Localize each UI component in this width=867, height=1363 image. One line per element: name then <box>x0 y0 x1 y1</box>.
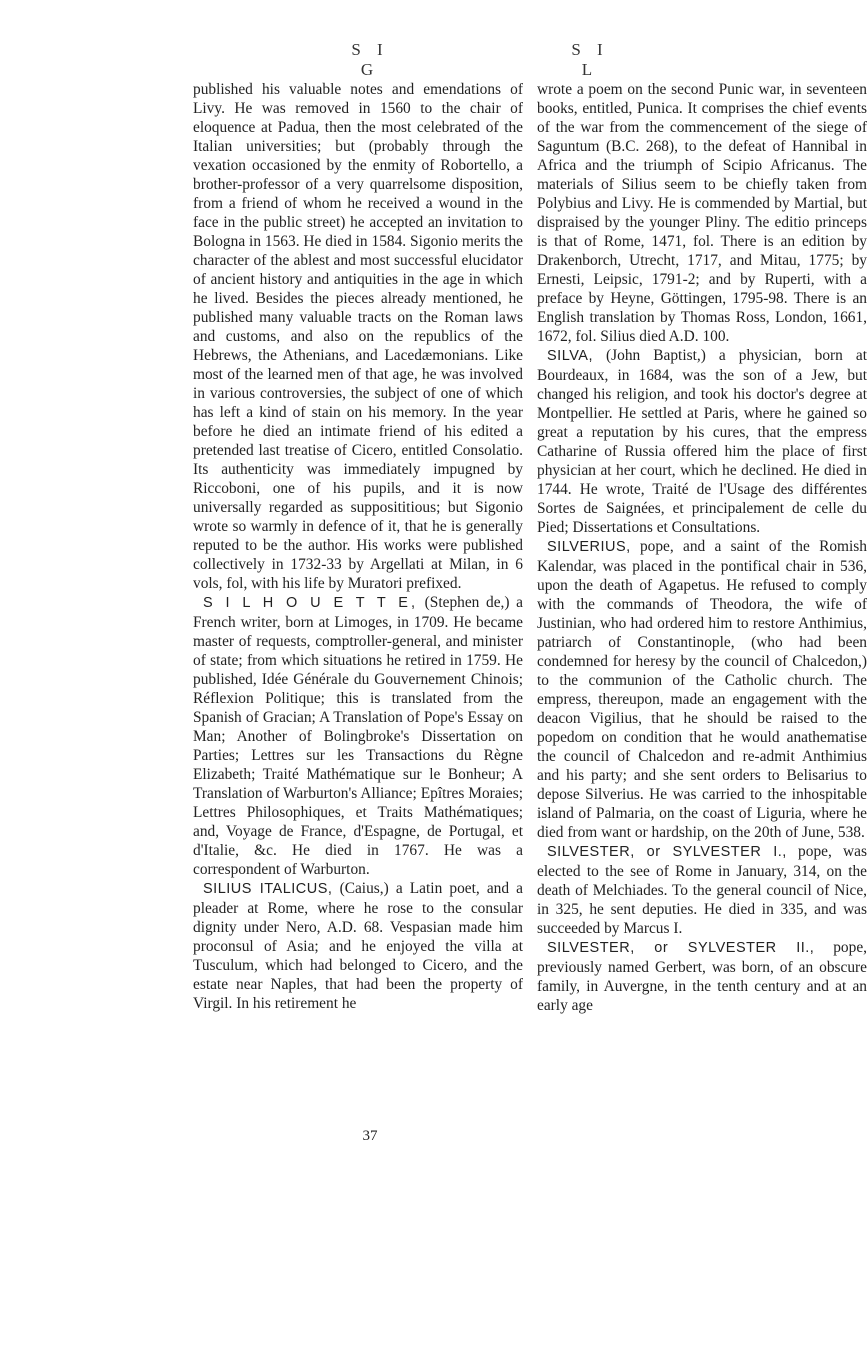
running-head-right: S I L <box>571 40 609 79</box>
silvester-i-headword: SILVESTER, or SYLVESTER I., <box>547 844 787 860</box>
silvester-ii-text: pope, previously named Gerbert, was born, of an obscure family, in Auvergne, in the tenth century and at an early age <box>537 939 867 1014</box>
right-column <box>537 80 867 1015</box>
silverius-headword: SILVERIUS, <box>547 539 631 555</box>
silius-continuation-text: wrote a poem on the second Punic war, in seventeen books, entitled, Punica. It comprises the chief events of the war from the commencement of the siege of Saguntum (B.C. 268), to the defeat of Hannibal in Africa and the triumph of Scipio Africanus. The materials of Silius seem to be chiefly taken from Polybius and Livy. He is commended by Martial, but dispraised by the younger Pliny. The editio princeps is that of Rome, 1471, fol. There is an edition by Drakenborch, Utrecht, 1717, and Mitau, 1775; by Ernesti, Leipsic, 1791-2; and by Ruperti, with a preface by Heyne, Göttingen, 1795-98. There is an English translation by Thomas Ross, London, 1661, 1672, fol. Silius died A.D. 100. <box>537 81 867 345</box>
silhouette-text: (Stephen de,) a French writer, born at Limoges, in 1709. He became master of requests, comptroller-general, and minister of state; from which situations he retired in 1759. He published, Idée Générale du Gouvernement Chinois; Réflexion Politique; this is translated from the Spanish of Gracian; A Translation of Pope's Essay on Man; Another of Bolingbroke's Dissertation on Parties; Lettres sur les Transactions du Règne Elizabeth; Traité Mathématique sur le Bonheur; A Translation of Warburton's Alliance; Epîtres Moraies; Lettres Philosophiques, et Traits Mathématiques; and, Voyage de France, d'Espagne, de Portugal, et d'Italie, &c. He died in 1767. He was a correspondent of Warburton. <box>193 594 523 878</box>
silva-entry <box>537 346 867 537</box>
silius-text: (Caius,) a Latin poet, and a pleader at Rome, where he rose to the consular dignity under Nero, A.D. 68. Vespasian made him proconsul of Asia; and he enjoyed the villa at Tusculum, which had belonged to Cicero, and the estate near Naples, that had been the property of Virgil. In his retirement he <box>193 880 523 1012</box>
silhouette-headword: S I L H O U E T T E, <box>203 595 418 611</box>
silhouette-entry <box>193 593 523 879</box>
page-number: 37 <box>362 1128 378 1144</box>
left-column <box>193 80 523 1013</box>
silverius-text: pope, and a saint of the Romish Kalendar, was placed in the pontifical chair in 536, upon the death of Agapetus. He refused to comply with the commands of Theodora, the wife of Justinian, who had ordered him to restore Anthimius, patriarch of Constantinople, (who had been condemned for heresy by the council of Chalcedon,) to the communion of the Catholic church. The empress, thereupon, made an engagement with the deacon Vigilius, that he should be raised to the popedom on condition that he would anathematise the council of Chalcedon and re-admit Anthimius and his party; and she sent orders to Belisarius to depose Silverius. He was carried to the inhospitable island of Palmaria, on the coast of Liguria, where he died from want or hardship, on the 20th of June, 538. <box>537 538 867 841</box>
sigonio-entry-continuation <box>193 80 523 593</box>
silius-entry <box>193 879 523 1013</box>
sigonio-text: published his valuable notes and emendations of Livy. He was removed in 1560 to the chair of eloquence at Padua, then the most celebrated of the Italian universities; but (probably through the vexation occasioned by the enmity of Robortello, a brother-professor of a very quarrelsome disposition, from a friend of whom he received a wound in the face in the public street) he accepted an invitation to Bologna in 1563. He died in 1584. Sigonio merits the character of the ablest and most successful elucidator of ancient history and antiquities in the age in which he lived. Besides the pieces already mentioned, he published many valuable tracts on the Roman laws and customs, and also on the republics of the Hebrews, the Athenians, and Lacedæmonians. Like most of the learned men of that age, he was involved in various controversies, the subject of one of which has left a kind of stain on his memory. In the year before he died an intimate friend of his edited a pretended last treatise of Cicero, entitled Consolatio. Its authenticity was immediately impugned by Riccoboni, one of his pupils, and it is now universally regarded as supposititious; but Sigonio wrote so warmly in defence of it, that he is generally reputed to be the author. His works were published collectively in 1732-33 by Argellati at Milan, in 6 vols, fol, with his life by Muratori prefixed. <box>193 81 523 592</box>
silvester-ii-entry <box>537 938 867 1015</box>
silva-headword: SILVA, <box>547 348 593 364</box>
silverius-entry <box>537 537 867 842</box>
silvester-ii-headword: SILVESTER, or SYLVESTER II., <box>547 940 815 956</box>
silius-entry-continuation <box>537 80 867 346</box>
silvester-i-entry <box>537 842 867 938</box>
running-head-left: S I G <box>351 40 389 79</box>
silva-text: (John Baptist,) a physician, born at Bourdeaux, in 1684, was the son of a Jew, but changed his religion, and took his doctor's degree at Montpellier. He settled at Paris, where he gained so great a reputation by his cures, that the empress Catharine of Russia offered him the place of first physician at her court, which he declined. He died in 1744. He wrote, Traité de l'Usage des différentes Sortes de Saignées, et principalement de celle du Pied; Dissertations et Consultations. <box>537 347 867 536</box>
silvester-i-text: pope, was elected to the see of Rome in January, 314, on the death of Melchiades. To the general council of Nice, in 325, he sent deputies. He died in 335, and was succeeded by Marcus I. <box>537 843 867 937</box>
silius-headword: SILIUS ITALICUS, <box>203 881 333 897</box>
